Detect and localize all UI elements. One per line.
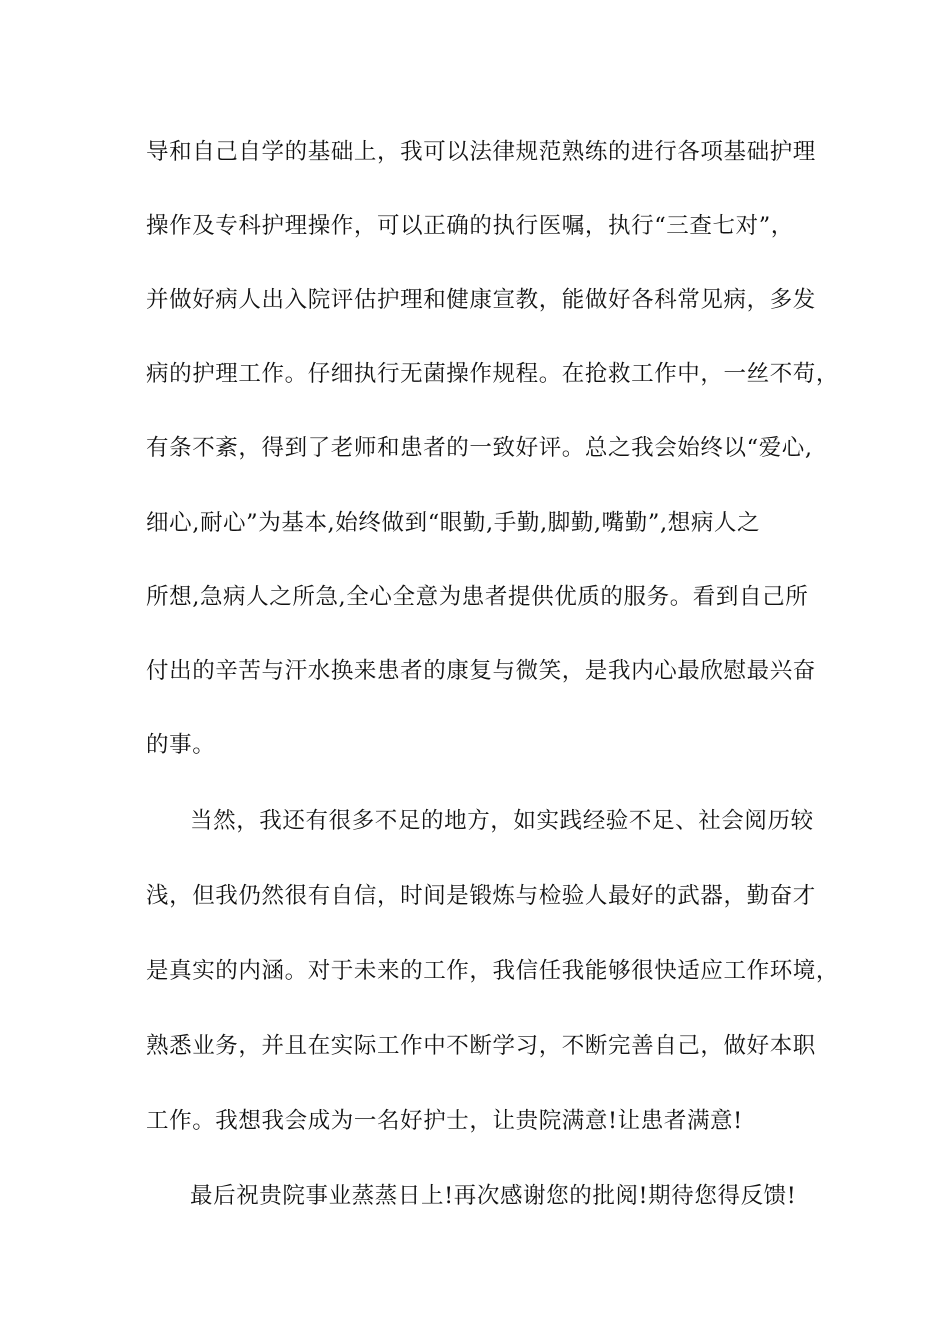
text-line: 付出的辛苦与汗水换来患者的康复与微笑，是我内心最欣慰最兴奋 — [146, 658, 816, 684]
text-line: 最后祝贵院事业蒸蒸日上!再次感谢您的批阅!期待您得反馈! — [190, 1183, 797, 1209]
text-line: 的事。 — [146, 732, 216, 758]
text-line: 熟悉业务，并且在实际工作中不断学习，不断完善自己，做好本职 — [146, 1033, 816, 1059]
text-line: 所想,急病人之所急,全心全意为患者提供优质的服务。看到自己所 — [146, 584, 809, 610]
text-line: 浅，但我仍然很有自信，时间是锻炼与检验人最好的武器，勤奋才 — [146, 883, 816, 909]
text-line: 当然，我还有很多不足的地方，如实践经验不足、社会阅历较 — [190, 808, 814, 834]
text-line: 并做好病人出入院评估护理和健康宣教，能做好各科常见病，多发 — [146, 287, 816, 313]
text-line: 细心,耐心”为基本,始终做到“眼勤,手勤,脚勤,嘴勤”,想病人之 — [146, 510, 761, 536]
text-line: 是真实的内涵。对于未来的工作，我信任我能够很快适应工作环境， — [146, 958, 840, 984]
text-line: 工作。我想我会成为一名好护士，让贵院满意!让患者满意! — [146, 1108, 743, 1134]
text-line: 有条不紊，得到了老师和患者的一致好评。总之我会始终以“爱心, — [146, 435, 813, 461]
text-line: 操作及专科护理操作，可以正确的执行医嘱，执行“三查七对”， — [146, 213, 794, 239]
text-line: 导和自己自学的基础上，我可以法律规范熟练的进行各项基础护理 — [146, 139, 816, 165]
text-line: 病的护理工作。仔细执行无菌操作规程。在抢救工作中，一丝不苟， — [146, 361, 840, 387]
